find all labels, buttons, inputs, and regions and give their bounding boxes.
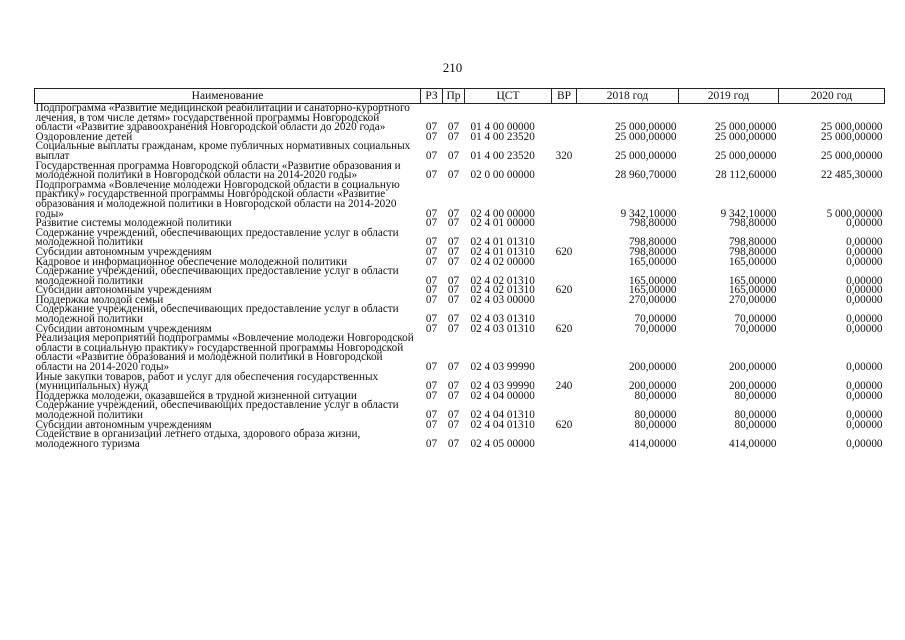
- row-cst: 02 0 00 00000: [470, 169, 535, 182]
- row-2018: 798,80000: [628, 245, 677, 258]
- row-2018: 28 960,70000: [614, 169, 677, 182]
- row-rz: 07: [425, 284, 438, 297]
- row-2019: 80,00000: [734, 409, 777, 421]
- row-cst: 02 4 03 99990: [470, 380, 535, 393]
- row-2018: 25 000,00000: [614, 130, 677, 143]
- row-rz: 07: [425, 409, 438, 421]
- row-cst: 02 4 03 01310: [470, 322, 535, 335]
- row-rz: 07: [425, 437, 438, 450]
- row-cst: 02 4 03 99990: [470, 361, 535, 374]
- row-vr: [552, 219, 577, 229]
- row-vr: [552, 181, 577, 219]
- row-cst: 02 4 01 01310: [470, 236, 535, 249]
- row-2020: 0,00000: [846, 245, 883, 258]
- row-name: Оздоровление детей: [35, 130, 133, 143]
- row-pr: 07: [447, 380, 460, 393]
- row-2018: 200,00000: [628, 361, 677, 374]
- row-name: Поддержка молодежи, оказавшейся в трудной жизненной ситуации: [35, 389, 357, 402]
- row-2019: 165,00000: [728, 255, 777, 268]
- row-2020: 0,00000: [846, 293, 883, 306]
- row-pr: 07: [447, 322, 460, 335]
- row-rz: 07: [425, 121, 438, 134]
- row-pr: 07: [447, 313, 460, 326]
- row-rz: 07: [425, 217, 438, 230]
- row-name: Содержание учреждений, обеспечивающих предоставление услуг в области молодежной политики: [35, 226, 399, 249]
- row-2019: 798,80000: [728, 245, 777, 258]
- row-rz: 07: [425, 130, 438, 143]
- row-2020: 25 000,00000: [820, 130, 883, 143]
- column-header-2019: 2019 год: [679, 89, 779, 104]
- row-2019: 80,00000: [734, 389, 777, 402]
- column-header-name: Наименование: [35, 89, 421, 104]
- row-2019: 25 000,00000: [714, 149, 777, 162]
- row-2020: 25 000,00000: [820, 121, 883, 134]
- row-2019: 70,00000: [734, 322, 777, 335]
- row-cst: 02 4 03 01310: [470, 313, 535, 326]
- table-row: [35, 334, 885, 372]
- row-2018: 80,00000: [634, 409, 677, 421]
- row-2018: 80,00000: [634, 389, 677, 402]
- row-vr: 620: [555, 418, 573, 431]
- row-name: Субсидии автономным учреждениям: [35, 245, 212, 258]
- row-2020: 5 000,00000: [826, 207, 883, 220]
- row-pr: 07: [447, 389, 460, 402]
- row-vr: 620: [555, 322, 573, 335]
- row-name: Субсидии автономным учреждениям: [35, 418, 212, 431]
- row-2019: 200,00000: [728, 361, 777, 374]
- row-name: Кадровое и информационное обеспечение молодежной политики: [35, 255, 348, 268]
- row-vr: [552, 305, 577, 324]
- row-pr: 07: [447, 217, 460, 230]
- table-row: [35, 305, 885, 324]
- table-row: [35, 162, 885, 181]
- row-rz: 07: [425, 274, 438, 287]
- row-2019: 9 342,10000: [720, 207, 777, 220]
- row-vr: [552, 133, 577, 143]
- row-name: Подпрограмма «Вовлечение молодежи Новгородской области в социальную практику» государственной программы Новгородской области «Развитие образования и молодежной политики в Новгородской области на 2014-2020 годы»: [35, 178, 400, 220]
- row-2020: 0,00000: [846, 437, 883, 450]
- row-cst: 02 4 01 01310: [470, 245, 535, 258]
- row-name: Государственная программа Новгородской области «Развитие образования и молодежной политики в Новгородской области на 2014-2020 годы»: [35, 159, 401, 182]
- row-2018: 414,00000: [628, 437, 677, 450]
- row-2018: 9 342,10000: [620, 207, 677, 220]
- table-row: [35, 401, 885, 420]
- row-rz: 07: [425, 293, 438, 306]
- row-2020: 0,00000: [846, 409, 883, 421]
- row-2020: 0,00000: [846, 418, 883, 431]
- row-rz: 07: [425, 236, 438, 249]
- row-2019: 165,00000: [728, 284, 777, 297]
- column-header-2018: 2018 год: [577, 89, 679, 104]
- row-name: Содержание учреждений, обеспечивающих предоставление услуг в области молодежной политики: [35, 303, 399, 326]
- row-vr: 620: [555, 284, 573, 297]
- row-2019: 25 000,00000: [714, 121, 777, 134]
- row-vr: [552, 430, 577, 449]
- row-name: Социальные выплаты гражданам, кроме публичных нормативных социальных выплат: [35, 140, 411, 162]
- row-2020: 0,00000: [846, 284, 883, 297]
- row-2019: 270,00000: [728, 293, 777, 306]
- row-2018: 270,00000: [628, 293, 677, 306]
- row-cst: 02 4 02 00000: [470, 255, 535, 268]
- row-2018: 165,00000: [628, 274, 677, 287]
- column-header-vr: ВР: [552, 89, 577, 104]
- row-vr: [552, 162, 577, 181]
- row-rz: 07: [425, 322, 438, 335]
- table-row: [35, 142, 885, 161]
- row-2018: 798,80000: [628, 217, 677, 230]
- row-2020: 0,00000: [846, 313, 883, 326]
- table-body: [35, 104, 885, 450]
- row-2020: 25 000,00000: [820, 149, 883, 162]
- row-2019: 798,80000: [728, 236, 777, 249]
- row-2020: 0,00000: [846, 389, 883, 402]
- row-name: Подпрограмма «Развитие медицинской реабилитации и санаторно-курортного лечения, в том числе детям» государственной программы Новгородской области «Развитие здравоохранения Новгородской области до 2020 года»: [35, 102, 410, 134]
- row-name: Иные закупки товаров, работ и услуг для обеспечения государственных (муниципальных) нужд: [35, 370, 379, 393]
- row-name: Развитие системы молодежной политики: [35, 217, 232, 230]
- table-row: [35, 104, 885, 133]
- row-rz: 07: [425, 255, 438, 268]
- row-2020: 0,00000: [846, 380, 883, 393]
- row-2018: 70,00000: [634, 322, 677, 335]
- row-2020: 0,00000: [846, 217, 883, 230]
- column-header-pr: Пр: [443, 89, 465, 104]
- row-name: Субсидии автономным учреждениям: [35, 322, 212, 335]
- row-vr: [552, 104, 577, 133]
- row-cst: 02 4 00 00000: [470, 207, 535, 220]
- row-2020: 22 485,30000: [820, 169, 883, 182]
- row-name: Содержание учреждений, обеспечивающих предоставление услуг в области молодежной политики: [35, 265, 399, 287]
- row-vr: 240: [555, 380, 573, 393]
- row-pr: 07: [447, 255, 460, 268]
- row-pr: 07: [447, 236, 460, 249]
- row-vr: [552, 296, 577, 306]
- column-header-rz: РЗ: [421, 89, 443, 104]
- row-2020: 0,00000: [846, 255, 883, 268]
- row-pr: 07: [447, 149, 460, 162]
- row-2019: 28 112,60000: [715, 169, 777, 182]
- row-2018: 25 000,00000: [614, 121, 677, 134]
- row-pr: 07: [447, 418, 460, 431]
- row-cst: 01 4 00 00000: [470, 121, 535, 134]
- row-2019: 70,00000: [734, 313, 777, 326]
- row-name: Содействие в организации летнего отдыха, здорового образа жизни, молодежного туризма: [35, 428, 361, 450]
- row-rz: 07: [425, 418, 438, 431]
- row-cst: 02 4 04 01310: [470, 409, 535, 421]
- row-cst: 02 4 02 01310: [470, 284, 535, 297]
- row-2018: 165,00000: [628, 255, 677, 268]
- row-name: Содержание учреждений, обеспечивающих предоставление услуг в области молодежной политики: [35, 399, 399, 421]
- table-row: [35, 373, 885, 392]
- row-2018: 80,00000: [634, 418, 677, 431]
- row-pr: 07: [447, 169, 460, 182]
- row-vr: [552, 392, 577, 402]
- budget-table: [34, 88, 885, 449]
- row-2018: 798,80000: [628, 236, 677, 249]
- row-vr: [552, 334, 577, 372]
- row-2020: 0,00000: [846, 361, 883, 374]
- row-pr: 07: [447, 409, 460, 421]
- row-rz: 07: [425, 389, 438, 402]
- row-rz: 07: [425, 313, 438, 326]
- row-2020: 0,00000: [846, 322, 883, 335]
- row-vr: [552, 258, 577, 268]
- row-name: Субсидии автономным учреждениям: [35, 284, 212, 297]
- row-pr: 07: [447, 293, 460, 306]
- row-pr: 07: [447, 207, 460, 220]
- row-pr: 07: [447, 284, 460, 297]
- row-pr: 07: [447, 274, 460, 287]
- row-vr: [552, 401, 577, 420]
- row-2018: 25 000,00000: [614, 149, 677, 162]
- table-row: [35, 181, 885, 219]
- row-cst: 02 4 03 00000: [470, 293, 535, 306]
- row-pr: 07: [447, 361, 460, 374]
- row-2019: 165,00000: [728, 274, 777, 287]
- row-2019: 80,00000: [734, 418, 777, 431]
- row-pr: 07: [447, 437, 460, 450]
- row-rz: 07: [425, 380, 438, 393]
- row-2018: 200,00000: [628, 380, 677, 393]
- row-pr: 07: [447, 121, 460, 134]
- column-header-cst: ЦСТ: [465, 89, 552, 104]
- page-number: 210: [442, 60, 463, 75]
- row-2018: 70,00000: [634, 313, 677, 326]
- row-vr: 320: [555, 149, 573, 162]
- row-pr: 07: [447, 130, 460, 143]
- row-vr: 620: [555, 245, 573, 258]
- row-2018: 165,00000: [628, 284, 677, 297]
- row-2020: 0,00000: [846, 236, 883, 249]
- row-rz: 07: [425, 245, 438, 258]
- row-cst: 02 4 01 00000: [470, 217, 535, 230]
- row-rz: 07: [425, 169, 438, 182]
- row-rz: 07: [425, 361, 438, 374]
- row-2019: 200,00000: [728, 380, 777, 393]
- row-name: Поддержка молодой семьи: [35, 293, 164, 306]
- row-cst: 02 4 04 01310: [470, 418, 535, 431]
- row-cst: 01 4 00 23520: [470, 130, 535, 143]
- row-name: Реализация мероприятий подпрограммы «Вовлечение молодежи Новгородской области в социальную практику» государственной программы Новгородской области «Развитие образования и молодежной политики в Новгородской области на 2014-2020 годы»: [35, 332, 414, 374]
- row-2019: 25 000,00000: [714, 130, 777, 143]
- row-2019: 414,00000: [728, 437, 777, 450]
- row-rz: 07: [425, 149, 438, 162]
- table-row: [35, 430, 885, 449]
- row-cst: 02 4 05 00000: [470, 437, 535, 450]
- row-pr: 07: [447, 245, 460, 258]
- row-rz: 07: [425, 207, 438, 220]
- row-2020: 0,00000: [846, 274, 883, 287]
- row-cst: 02 4 02 01310: [470, 274, 535, 287]
- row-2019: 798,80000: [728, 217, 777, 230]
- column-header-2020: 2020 год: [779, 89, 885, 104]
- row-cst: 01 4 00 23520: [470, 149, 535, 162]
- row-cst: 02 4 04 00000: [470, 389, 535, 402]
